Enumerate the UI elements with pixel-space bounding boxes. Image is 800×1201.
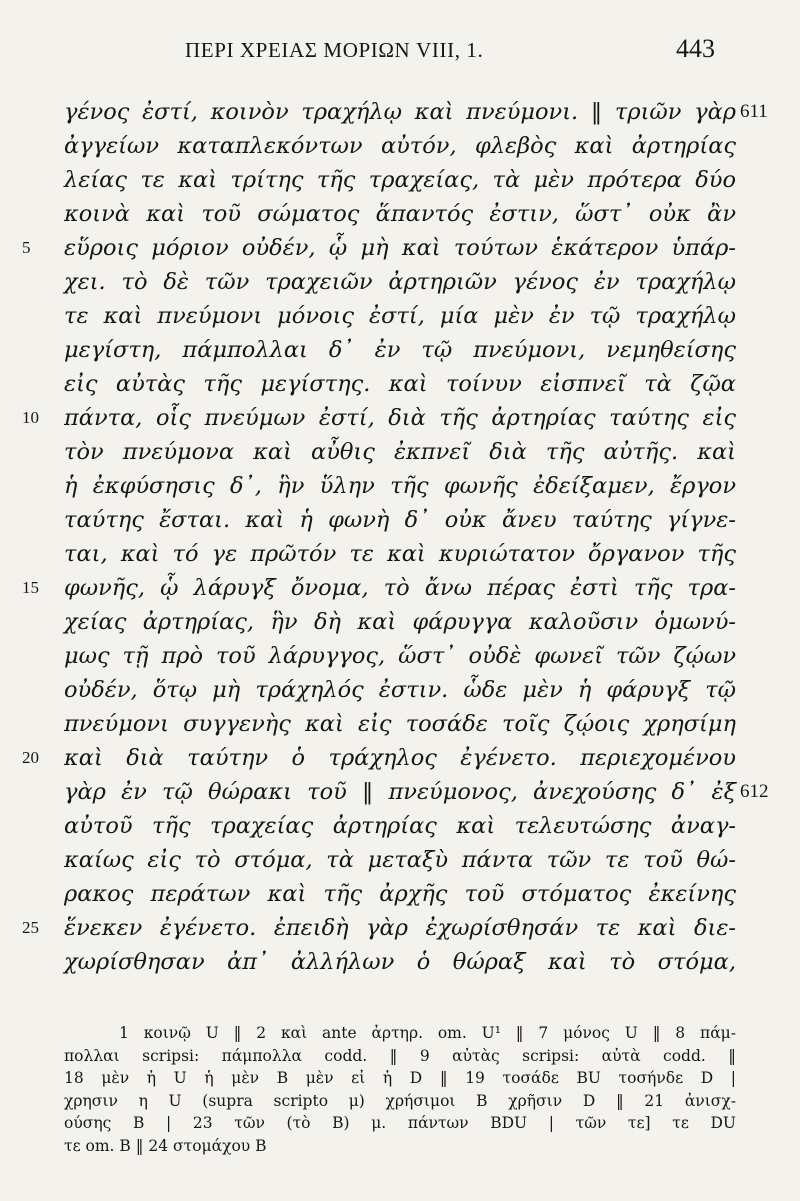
text-line: ται, καὶ τό γε πρῶτόν τε καὶ κυριώτατον ὄργανον τῆς bbox=[64, 541, 736, 567]
text-line: τὸν πνεύμονα καὶ αὖθις ἐκπνεῖ διὰ τῆς αὐτῆς. καὶ bbox=[64, 439, 736, 465]
line-number: 25 bbox=[22, 918, 39, 937]
text-line: χωρίσθησαν ἀπ᾽ ἀλλήλων ὁ θώραξ καὶ τὸ στόμα, bbox=[64, 949, 736, 975]
apparatus-line: 1 κοινῷ U ‖ 2 καὶ ante ἀρτηρ. om. U¹ ‖ 7 μόνος U ‖ 8 πάμ- bbox=[119, 1024, 736, 1042]
line-number: 5 bbox=[22, 238, 31, 257]
text-line: ἀγγείων καταπλεκόντων αὐτόν, φλεβὸς καὶ ἀρτηρίας bbox=[64, 133, 736, 159]
text-line: πάντα, οἷς πνεύμων ἐστί, διὰ τῆς ἀρτηρίας ταύτης εἰς bbox=[64, 405, 736, 431]
apparatus-line: τε om. B ‖ 24 στομάχου B bbox=[64, 1136, 267, 1155]
text-line: ρακος περάτων καὶ τῆς ἀρχῆς τοῦ στόματος ἐκείνης bbox=[64, 881, 736, 907]
text-line: καὶ διὰ ταύτην ὁ τράχηλος ἐγένετο. περιεχομένου bbox=[64, 745, 736, 771]
line-number: 20 bbox=[22, 748, 39, 767]
text-line: τε καὶ πνεύμονι μόνοις ἐστί, μία μὲν ἐν τῷ τραχήλῳ bbox=[64, 303, 736, 329]
text-line: γὰρ ἐν τῷ θώρακι τοῦ ‖ πνεύμονος, ἀνεχούσης δ᾽ ἐξ bbox=[64, 779, 736, 805]
text-line: λείας τε καὶ τρίτης τῆς τραχείας, τὰ μὲν πρότερα δύο bbox=[64, 167, 736, 193]
margin-reference: 612 bbox=[740, 781, 769, 802]
apparatus-line: ούσης B | 23 τῶν (τὸ B) μ. πάντων BDU | τῶν τε] τε DU bbox=[64, 1114, 736, 1132]
apparatus-line: χρησιν η U (supra scripto μ) χρήσιμοι B χρῆσιν D ‖ 21 ἀνισχ- bbox=[64, 1091, 736, 1110]
text-line: καίως εἰς τὸ στόμα, τὰ μεταξὺ πάντα τῶν τε τοῦ θώ- bbox=[64, 847, 736, 873]
text-line: αὐτοῦ τῆς τραχείας ἀρτηρίας καὶ τελευτώσης ἀναγ- bbox=[64, 813, 736, 839]
line-number: 10 bbox=[22, 408, 39, 427]
text-line: φωνῆς, ᾧ λάρυγξ ὄνομα, τὸ ἄνω πέρας ἐστὶ τῆς τρα- bbox=[64, 575, 736, 601]
text-line: οὐδέν, ὅτῳ μὴ τράχηλός ἐστιν. ὧδε μὲν ἡ φάρυγξ τῷ bbox=[64, 677, 736, 703]
text-line: μεγίστη, πάμπολλαι δ᾽ ἐν τῷ πνεύμονι, νεμηθείσης bbox=[64, 337, 736, 363]
text-line: μως τῇ πρὸ τοῦ λάρυγγος, ὥστ᾽ οὐδὲ φωνεῖ τῶν ζῴων bbox=[64, 643, 736, 669]
text-line: πνεύμονι συγγενὴς καὶ εἰς τοσάδε τοῖς ζῴοις χρησίμη bbox=[64, 711, 736, 737]
margin-reference: 611 bbox=[740, 101, 768, 122]
text-line: εὕροις μόριον οὐδέν, ᾧ μὴ καὶ τούτων ἑκάτερον ὑπάρ- bbox=[64, 235, 736, 261]
text-line: γένος ἐστί, κοινὸν τραχήλῳ καὶ πνεύμονι. ‖ τριῶν γὰρ bbox=[64, 99, 736, 125]
text-line: χει. τὸ δὲ τῶν τραχειῶν ἀρτηριῶν γένος ἐν τραχήλῳ bbox=[64, 269, 736, 295]
text-line: ἡ ἐκφύσησις δ᾽, ἣν ὕλην τῆς φωνῆς ἐδείξαμεν, ἔργον bbox=[64, 473, 736, 499]
page-number: 443 bbox=[676, 34, 715, 63]
apparatus-line: πολλαι scripsi: πάμπολλα codd. ‖ 9 αὐτὰς scripsi: αὐτὰ codd. ‖ bbox=[64, 1046, 736, 1065]
text-line: ἕνεκεν ἐγένετο. ἐπειδὴ γὰρ ἐχωρίσθησάν τε καὶ διε- bbox=[64, 915, 736, 941]
apparatus-line: 18 μὲν ἡ U ἡ μὲν B μὲν εἰ ἡ D ‖ 19 τοσάδε BU τοσήνδε D | bbox=[64, 1069, 736, 1087]
text-line: εἰς αὐτὰς τῆς μεγίστης. καὶ τοίνυν εἰσπνεῖ τὰ ζῷα bbox=[64, 371, 736, 397]
text-line: κοινὰ καὶ τοῦ σώματος ἅπαντός ἐστιν, ὥστ᾽ οὐκ ἂν bbox=[64, 201, 736, 227]
text-line: ταύτης ἔσται. καὶ ἡ φωνὴ δ᾽ οὐκ ἄνευ ταύτης γίγνε- bbox=[64, 507, 736, 533]
line-number: 15 bbox=[22, 578, 39, 597]
text-line: χείας ἀρτηρίας, ἣν δὴ καὶ φάρυγγα καλοῦσιν ὁμωνύ- bbox=[64, 609, 736, 635]
critical-apparatus bbox=[64, 1022, 736, 1157]
running-header-title: ΠΕΡΙ ΧΡΕΙΑΣ ΜΟΡΙΩΝ VIII, 1. bbox=[185, 38, 484, 62]
